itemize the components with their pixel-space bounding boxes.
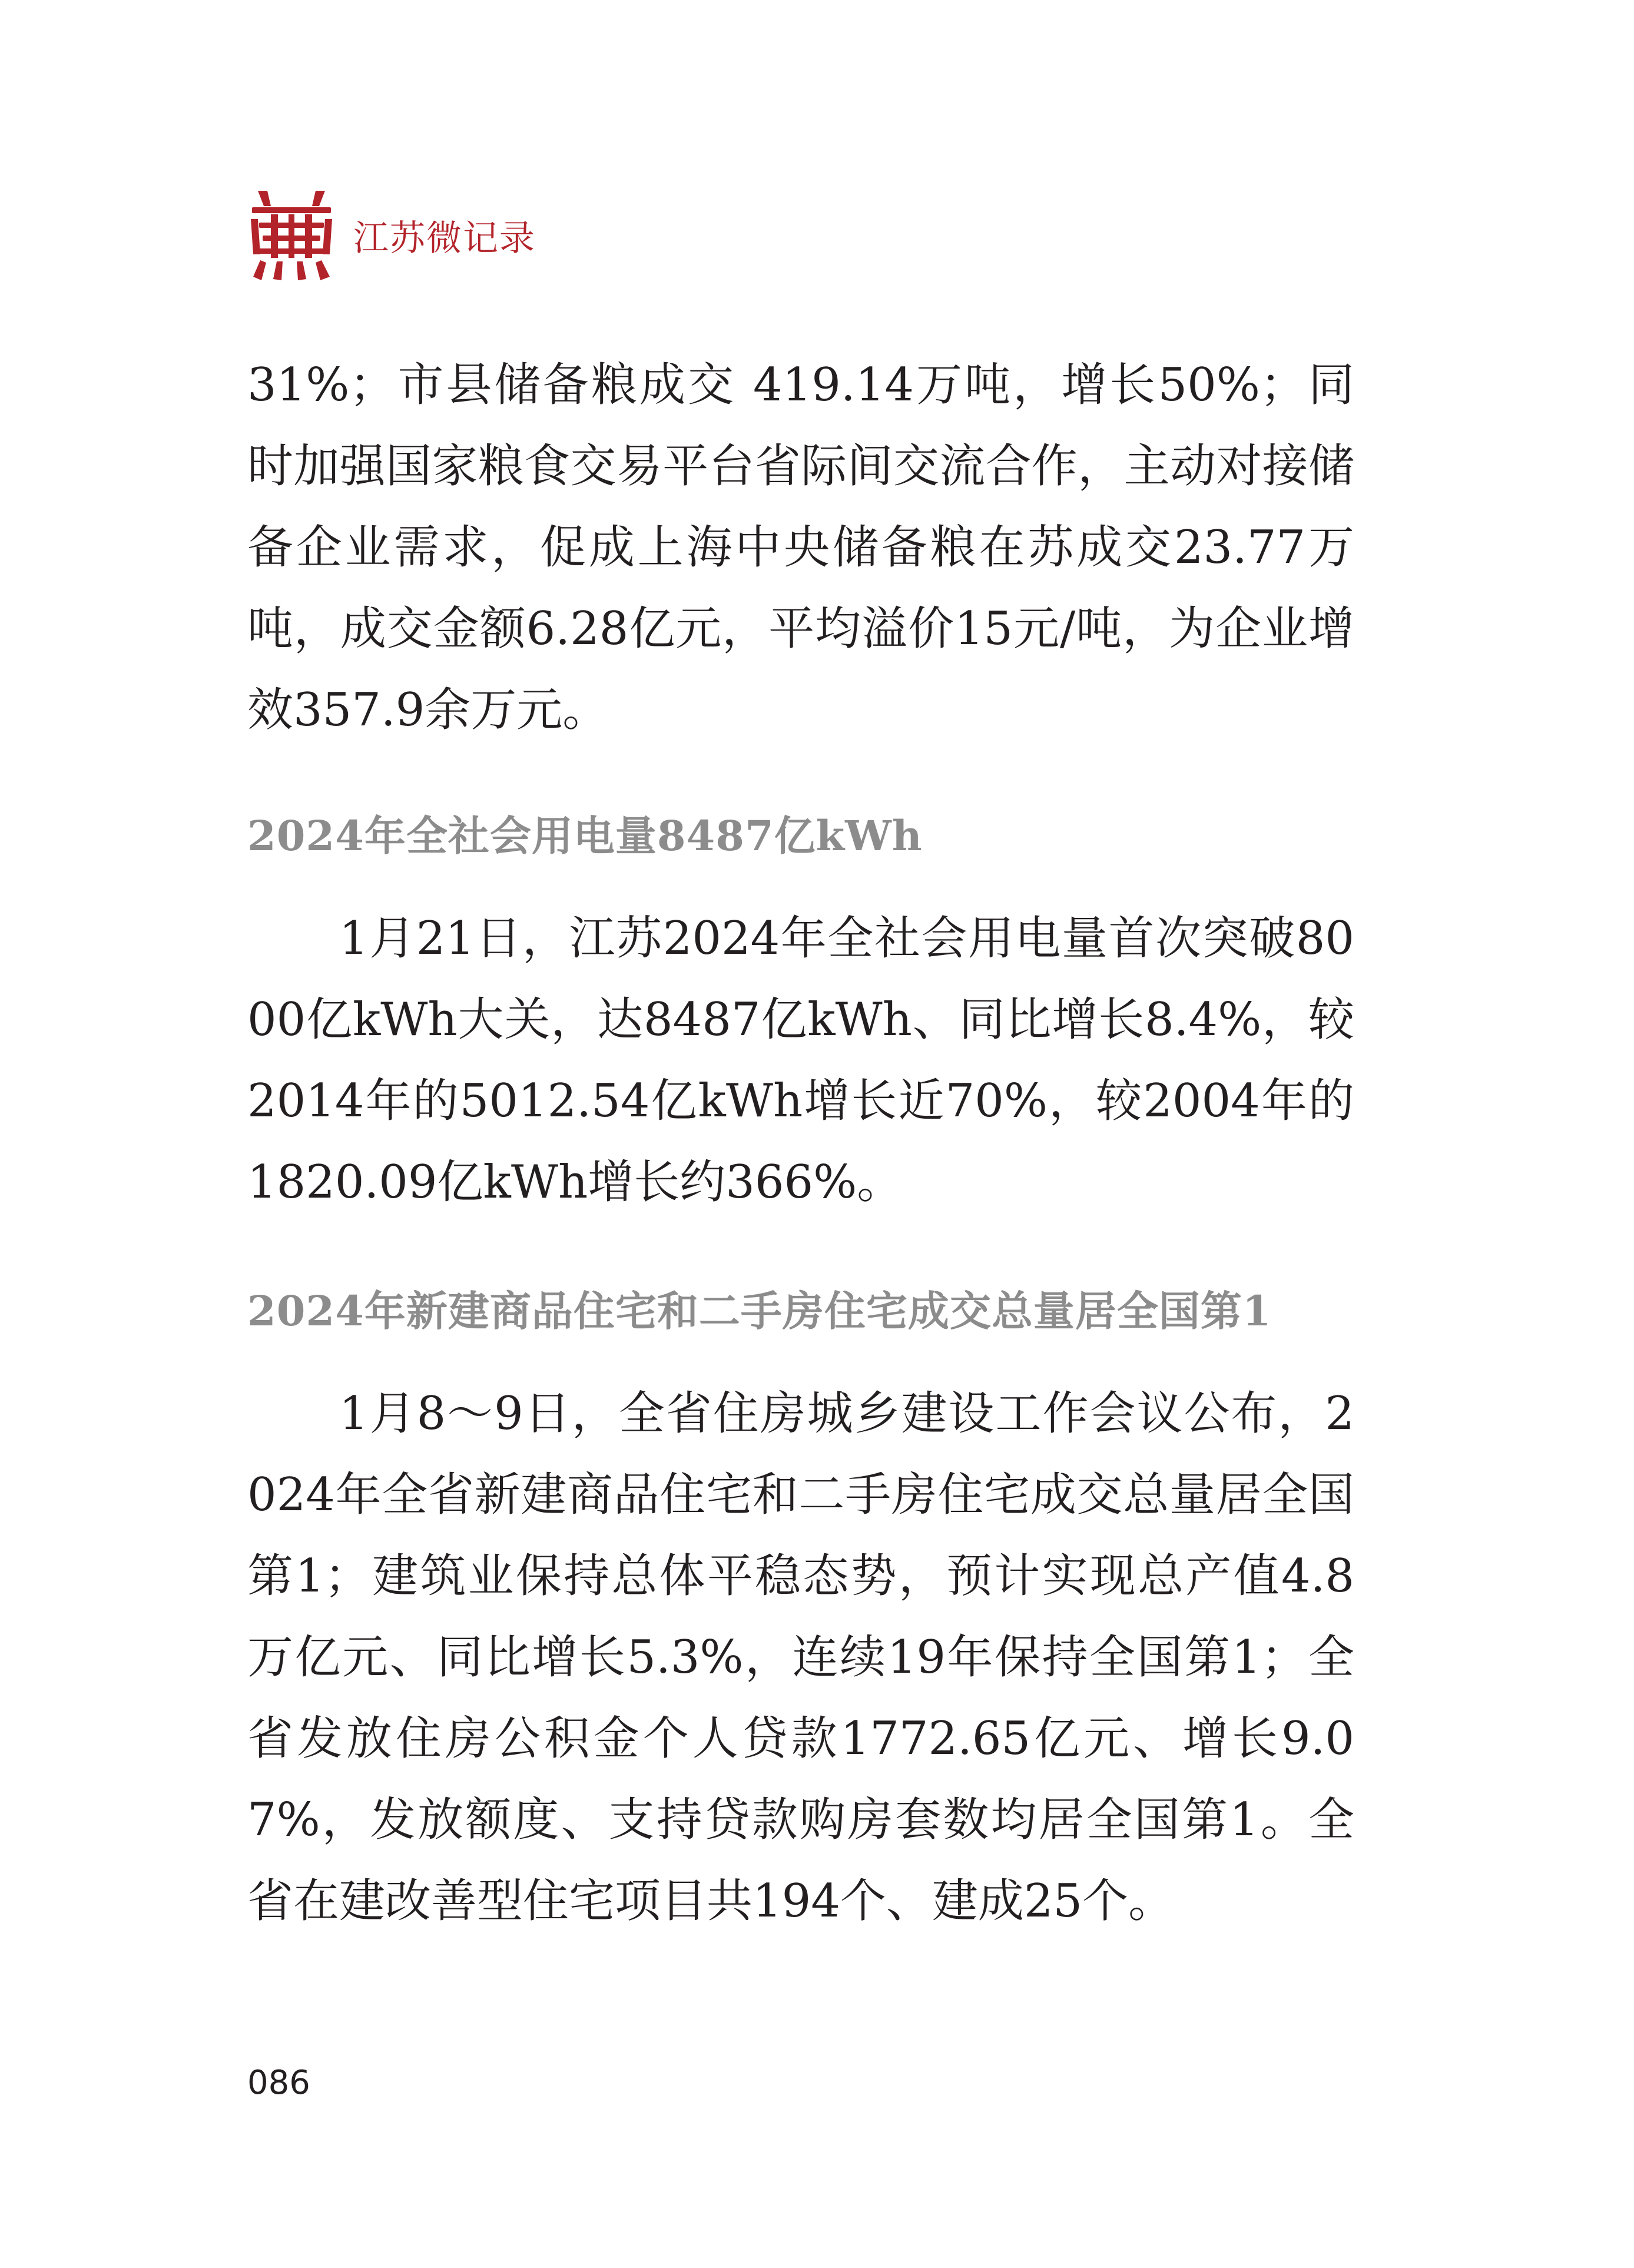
page-number: 086: [247, 2064, 310, 2102]
page-header: [247, 188, 536, 283]
header-title: 江苏微记录: [353, 218, 536, 259]
page-content: [247, 344, 1354, 1942]
section-title-housing: 2024年新建商品住宅和二手房住宅成交总量居全国第1: [247, 1286, 1272, 1335]
seal-logo-icon: [247, 188, 336, 283]
section-paragraph-electricity: 1月21日，江苏2024年全社会用电量首次突破8000亿kWh大关，达8487亿kWh、同比增长8.4%，较2014年的5012.54亿kWh增长近70%，较2004年的1820.09亿kWh增长约366%。: [247, 912, 1354, 1209]
intro-paragraph: 31%；市县储备粮成交 419.14万吨，增长50%；同时加强国家粮食交易平台省际间交流合作，主动对接储备企业需求，促成上海中央储备粮在苏成交23.77万吨，成交金额6.28亿元，平均溢价15元/吨，为企业增效357.9余万元。: [247, 359, 1354, 737]
section-title-electricity: 2024年全社会用电量8487亿kWh: [247, 811, 923, 860]
section-paragraph-housing: 1月8～9日，全省住房城乡建设工作会议公布，2024年全省新建商品住宅和二手房住宅成交总量居全国第1；建筑业保持总体平稳态势，预计实现总产值4.8万亿元、同比增长5.3%，连续19年保持全国第1；全省发放住房公积金个人贷款1772.65亿元、增长9.07%，发放额度、支持贷款购房套数均居全国第1。全省在建改善型住宅项目共194个、建成25个。: [247, 1387, 1354, 1928]
